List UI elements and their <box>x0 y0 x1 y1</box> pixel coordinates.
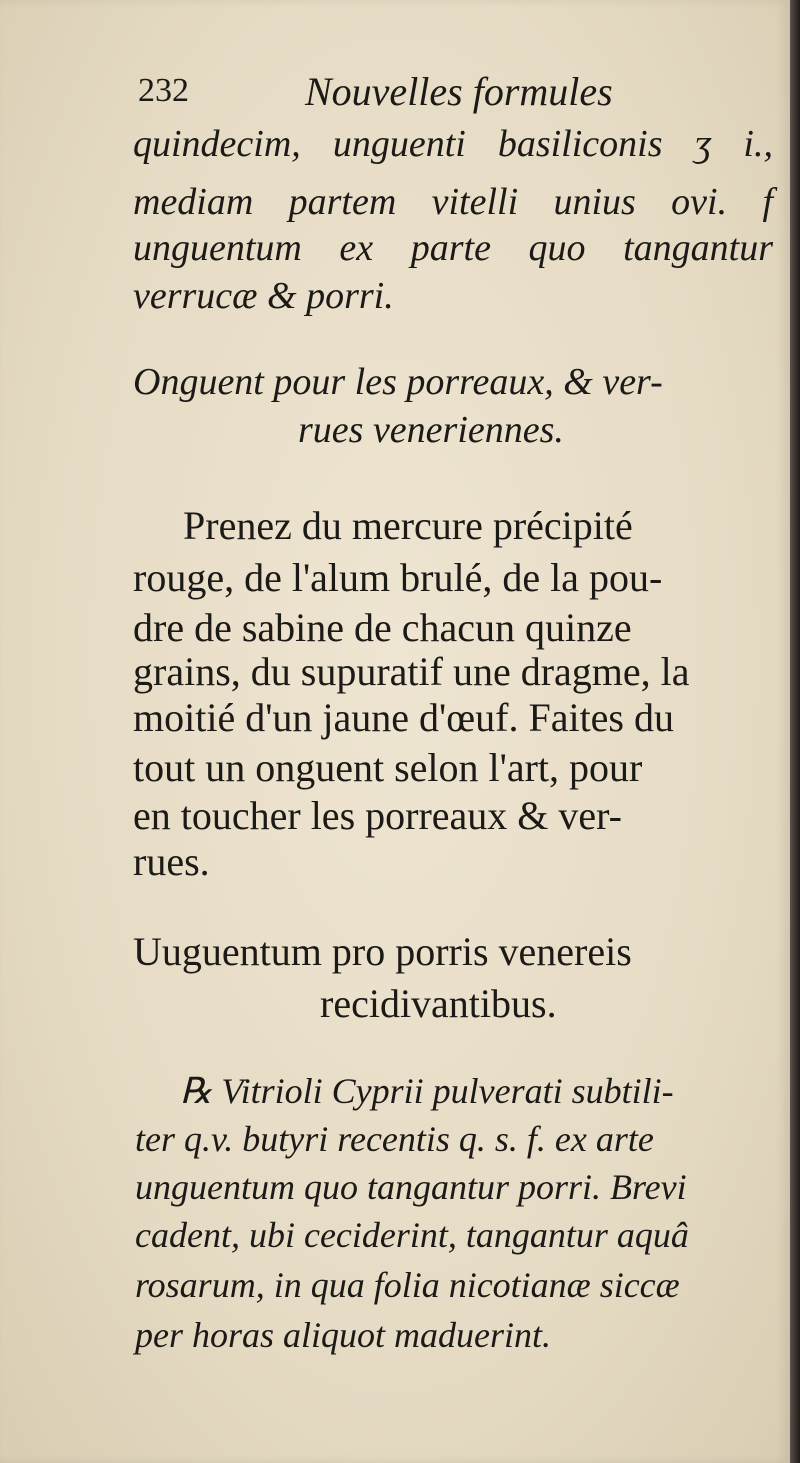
text-line: mediam partem vitelli unius ovi. f <box>133 181 773 223</box>
text-line: unguentum ex parte quo tangantur <box>133 227 773 269</box>
text-line: grains, du supuratif une dragme, la <box>133 649 690 694</box>
text-line: quindecim, unguenti basiliconis ʒ i., <box>133 123 773 165</box>
text-line: cadent, ubi ceciderint, tangantur aquâ <box>135 1215 689 1255</box>
text-line: rouge, de l'alum brulé, de la pou- <box>133 555 663 600</box>
text-line: ℞ Vitrioli Cyprii pulverati subtili- <box>180 1071 674 1111</box>
running-title: Nouvelles formules <box>305 69 613 114</box>
text-line: moitié d'un jaune d'œuf. Faites du <box>133 695 674 740</box>
text-line: en toucher les porreaux & ver- <box>133 793 622 838</box>
page-edge-shadow <box>790 0 800 1463</box>
text-line: dre de sabine de chacun quinze <box>133 605 632 650</box>
text-line: per horas aliquot maduerint. <box>135 1315 552 1355</box>
text-line: verrucæ & porri. <box>133 275 394 317</box>
section-heading: Uuguentum pro porris venereis <box>133 929 632 974</box>
text-line: unguentum quo tangantur porri. Brevi <box>135 1167 687 1207</box>
text-line: rues. <box>133 839 210 884</box>
section-heading: recidivantibus. <box>320 981 557 1026</box>
text-line: ter q.v. butyri recentis q. s. f. ex arte <box>135 1119 654 1159</box>
text-line: rosarum, in qua folia nicotianæ siccæ <box>135 1265 680 1305</box>
section-heading: Onguent pour les porreaux, & ver- <box>133 361 663 403</box>
text-line: Prenez du mercure précipité <box>183 503 633 548</box>
page-number: 232 <box>138 72 189 109</box>
text-line: tout un onguent selon l'art, pour <box>133 745 643 790</box>
section-heading: rues veneriennes. <box>298 409 564 451</box>
